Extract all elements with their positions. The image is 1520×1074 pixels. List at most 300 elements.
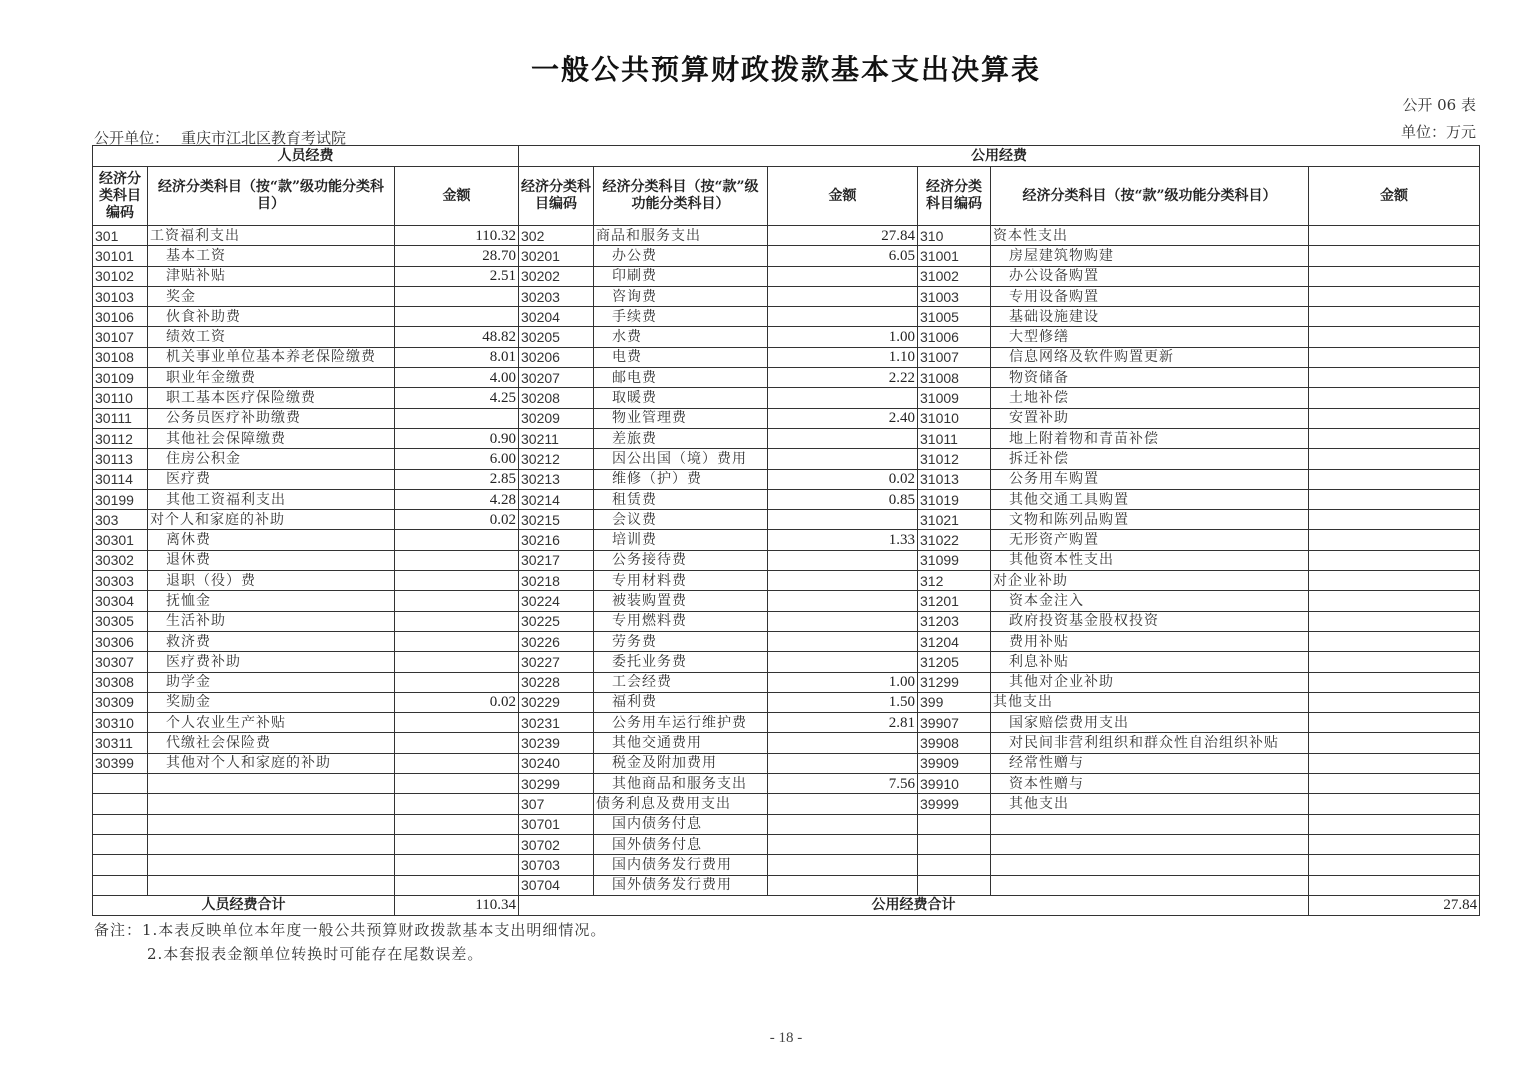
table-row	[93, 753, 1480, 773]
cell-amount	[768, 571, 918, 591]
cell-name: 手续费	[594, 307, 768, 327]
cell-name: 其他支出	[991, 794, 1309, 814]
table-row	[93, 368, 1480, 388]
cell-amount	[395, 794, 519, 814]
cell-code: 31005	[918, 307, 991, 327]
note-line-1: 备注：1.本表反映单位本年度一般公共预算财政拨款基本支出明细情况。	[94, 921, 607, 939]
table-row	[93, 692, 1480, 712]
col-header-name: 经济分类科目（按“款”级功能分类科目）	[594, 167, 768, 226]
cell-name: 其他对企业补助	[991, 672, 1309, 692]
cell-amount	[768, 428, 918, 448]
section-header-row	[93, 146, 1480, 167]
cell-code: 31013	[918, 469, 991, 489]
cell-amount: 6.00	[395, 449, 519, 469]
cell-code: 31203	[918, 611, 991, 631]
cell-code: 30704	[519, 875, 594, 895]
cell-amount: 7.56	[768, 774, 918, 794]
cell-name: 其他对个人和家庭的补助	[148, 753, 395, 773]
cell-name	[148, 834, 395, 854]
cell-name: 地上附着物和青苗补偿	[991, 428, 1309, 448]
cell-amount	[768, 631, 918, 651]
cell-name: 债务利息及费用支出	[594, 794, 768, 814]
cell-amount	[1309, 510, 1480, 530]
cell-code	[918, 814, 991, 834]
table-row	[93, 733, 1480, 753]
cell-name: 委托业务费	[594, 652, 768, 672]
cell-name: 其他社会保障缴费	[148, 428, 395, 448]
cell-amount	[768, 855, 918, 875]
table-row	[93, 449, 1480, 469]
cell-code	[93, 814, 148, 834]
cell-code: 30208	[519, 388, 594, 408]
table-row	[93, 855, 1480, 875]
cell-amount	[768, 550, 918, 570]
cell-name: 维修（护）费	[594, 469, 768, 489]
cell-amount: 0.02	[395, 692, 519, 712]
cell-name: 国内债务发行费用	[594, 855, 768, 875]
table-row	[93, 672, 1480, 692]
cell-code: 31019	[918, 489, 991, 509]
cell-code: 31205	[918, 652, 991, 672]
cell-amount	[768, 611, 918, 631]
cell-code: 30108	[93, 347, 148, 367]
personnel-total-amount: 110.34	[395, 895, 519, 915]
cell-name: 对个人和家庭的补助	[148, 510, 395, 530]
cell-name: 因公出国（境）费用	[594, 449, 768, 469]
col-header-code: 经济分类科目编码	[519, 167, 594, 226]
cell-amount: 2.81	[768, 713, 918, 733]
cell-amount	[1309, 652, 1480, 672]
cell-code: 30113	[93, 449, 148, 469]
cell-name: 基本工资	[148, 246, 395, 266]
table-row	[93, 307, 1480, 327]
cell-code: 30301	[93, 530, 148, 550]
cell-amount: 2.85	[395, 469, 519, 489]
table-row	[93, 388, 1480, 408]
cell-name: 退休费	[148, 550, 395, 570]
cell-code: 30110	[93, 388, 148, 408]
cell-amount	[1309, 327, 1480, 347]
cell-code: 30703	[519, 855, 594, 875]
page-number: - 18 -	[769, 1030, 803, 1046]
cell-code	[918, 834, 991, 854]
cell-amount	[1309, 307, 1480, 327]
cell-amount: 0.85	[768, 489, 918, 509]
table-row	[93, 226, 1480, 246]
cell-amount	[395, 286, 519, 306]
cell-code: 310	[918, 226, 991, 246]
page-title: 一般公共预算财政拨款基本支出决算表	[530, 53, 1041, 86]
table-row	[93, 834, 1480, 854]
cell-amount	[768, 875, 918, 895]
cell-amount: 1.00	[768, 327, 918, 347]
table-row	[93, 611, 1480, 631]
cell-name: 培训费	[594, 530, 768, 550]
table-row	[93, 510, 1480, 530]
table-row	[93, 550, 1480, 570]
table-row	[93, 794, 1480, 814]
cell-code: 31021	[918, 510, 991, 530]
cell-name: 经常性赠与	[991, 753, 1309, 773]
cell-code: 30308	[93, 672, 148, 692]
cell-name: 资本性支出	[991, 226, 1309, 246]
cell-amount	[1309, 672, 1480, 692]
cell-name: 会议费	[594, 510, 768, 530]
totals-row	[93, 895, 1480, 915]
cell-amount	[1309, 571, 1480, 591]
cell-amount	[768, 510, 918, 530]
cell-name: 土地补偿	[991, 388, 1309, 408]
cell-amount	[395, 733, 519, 753]
cell-name: 离休费	[148, 530, 395, 550]
cell-amount	[768, 834, 918, 854]
cell-amount	[1309, 449, 1480, 469]
cell-code: 30226	[519, 631, 594, 651]
cell-code: 307	[519, 794, 594, 814]
cell-amount	[768, 286, 918, 306]
cell-name: 房屋建筑物购建	[991, 246, 1309, 266]
table-row	[93, 347, 1480, 367]
cell-name: 税金及附加费用	[594, 753, 768, 773]
cell-name: 奖金	[148, 286, 395, 306]
cell-code: 30205	[519, 327, 594, 347]
table-row	[93, 571, 1480, 591]
public-total-amount: 27.84	[1309, 895, 1480, 915]
cell-name: 生活补助	[148, 611, 395, 631]
cell-amount	[1309, 733, 1480, 753]
cell-code: 30701	[519, 814, 594, 834]
cell-name: 租赁费	[594, 489, 768, 509]
cell-name: 资本金注入	[991, 591, 1309, 611]
cell-name: 绩效工资	[148, 327, 395, 347]
cell-code: 30103	[93, 286, 148, 306]
cell-amount	[1309, 591, 1480, 611]
cell-name: 政府投资基金股权投资	[991, 611, 1309, 631]
cell-code: 30218	[519, 571, 594, 591]
cell-name: 工会经费	[594, 672, 768, 692]
cell-code: 30305	[93, 611, 148, 631]
cell-amount	[768, 307, 918, 327]
cell-name: 水费	[594, 327, 768, 347]
cell-amount: 1.00	[768, 672, 918, 692]
cell-code: 30203	[519, 286, 594, 306]
cell-name: 国家赔偿费用支出	[991, 713, 1309, 733]
cell-name: 伙食补助费	[148, 307, 395, 327]
cell-amount: 28.70	[395, 246, 519, 266]
cell-name: 劳务费	[594, 631, 768, 651]
cell-code: 30217	[519, 550, 594, 570]
cell-name: 信息网络及软件购置更新	[991, 347, 1309, 367]
table-row	[93, 246, 1480, 266]
cell-amount	[395, 814, 519, 834]
cell-code	[93, 855, 148, 875]
cell-amount: 1.50	[768, 692, 918, 712]
cell-name: 差旅费	[594, 428, 768, 448]
cell-name: 代缴社会保险费	[148, 733, 395, 753]
cell-amount: 4.25	[395, 388, 519, 408]
cell-amount	[395, 408, 519, 428]
cell-code: 31007	[918, 347, 991, 367]
cell-amount	[768, 652, 918, 672]
cell-code: 30207	[519, 368, 594, 388]
cell-amount	[395, 875, 519, 895]
public-total-label: 公用经费合计	[519, 895, 1309, 915]
cell-amount	[768, 388, 918, 408]
cell-name: 津贴补贴	[148, 266, 395, 286]
cell-amount	[1309, 368, 1480, 388]
cell-amount: 2.40	[768, 408, 918, 428]
cell-code: 30227	[519, 652, 594, 672]
cell-amount: 2.51	[395, 266, 519, 286]
cell-code: 30215	[519, 510, 594, 530]
cell-name: 医疗费补助	[148, 652, 395, 672]
cell-amount	[1309, 489, 1480, 509]
cell-amount	[1309, 611, 1480, 631]
cell-code: 30225	[519, 611, 594, 631]
cell-code: 30114	[93, 469, 148, 489]
cell-code: 31006	[918, 327, 991, 347]
cell-code: 30213	[519, 469, 594, 489]
table-row	[93, 408, 1480, 428]
cell-amount	[1309, 286, 1480, 306]
cell-amount	[1309, 794, 1480, 814]
cell-name: 医疗费	[148, 469, 395, 489]
cell-name: 办公费	[594, 246, 768, 266]
cell-code: 30310	[93, 713, 148, 733]
col-header-amount: 金额	[1309, 167, 1480, 226]
cell-name	[991, 855, 1309, 875]
cell-code: 30206	[519, 347, 594, 367]
section-personnel: 人员经费	[93, 146, 519, 167]
cell-name: 拆迁补偿	[991, 449, 1309, 469]
cell-code: 30201	[519, 246, 594, 266]
cell-name: 基础设施建设	[991, 307, 1309, 327]
cell-name: 其他交通工具购置	[991, 489, 1309, 509]
cell-code: 39907	[918, 713, 991, 733]
cell-amount	[768, 733, 918, 753]
cell-code: 30101	[93, 246, 148, 266]
cell-code: 30311	[93, 733, 148, 753]
cell-name: 对民间非营利组织和群众性自治组织补贴	[991, 733, 1309, 753]
cell-name	[148, 855, 395, 875]
cell-amount	[1309, 347, 1480, 367]
cell-amount: 0.02	[395, 510, 519, 530]
cell-name: 其他支出	[991, 692, 1309, 712]
cell-amount	[1309, 774, 1480, 794]
cell-amount	[395, 855, 519, 875]
cell-code: 399	[918, 692, 991, 712]
cell-code: 39908	[918, 733, 991, 753]
cell-amount: 4.00	[395, 368, 519, 388]
cell-name: 工资福利支出	[148, 226, 395, 246]
cell-name: 物资储备	[991, 368, 1309, 388]
cell-code	[918, 855, 991, 875]
col-header-code: 经济分类科目编码	[93, 167, 148, 226]
cell-code	[93, 875, 148, 895]
cell-amount	[395, 652, 519, 672]
cell-amount	[1309, 530, 1480, 550]
cell-code: 302	[519, 226, 594, 246]
cell-name: 资本性赠与	[991, 774, 1309, 794]
cell-amount	[1309, 226, 1480, 246]
cell-amount	[395, 571, 519, 591]
cell-amount: 0.02	[768, 469, 918, 489]
cell-code: 30106	[93, 307, 148, 327]
cell-code: 31012	[918, 449, 991, 469]
cell-name: 专用材料费	[594, 571, 768, 591]
cell-code: 30399	[93, 753, 148, 773]
cell-name: 国外债务付息	[594, 834, 768, 854]
cell-amount	[1309, 550, 1480, 570]
cell-name: 职业年金缴费	[148, 368, 395, 388]
cell-code: 31011	[918, 428, 991, 448]
table-row	[93, 591, 1480, 611]
cell-name: 邮电费	[594, 368, 768, 388]
cell-amount	[1309, 855, 1480, 875]
cell-amount	[1309, 388, 1480, 408]
cell-name: 商品和服务支出	[594, 226, 768, 246]
cell-code: 30204	[519, 307, 594, 327]
cell-name: 费用补贴	[991, 631, 1309, 651]
cell-name	[991, 814, 1309, 834]
cell-name: 机关事业单位基本养老保险缴费	[148, 347, 395, 367]
cell-code: 30202	[519, 266, 594, 286]
col-header-amount: 金额	[768, 167, 918, 226]
cell-amount	[395, 591, 519, 611]
form-number: 公开 06 表	[1402, 96, 1476, 114]
cell-code: 30299	[519, 774, 594, 794]
cell-name: 福利费	[594, 692, 768, 712]
cell-name: 文物和陈列品购置	[991, 510, 1309, 530]
cell-name	[148, 875, 395, 895]
cell-code: 30107	[93, 327, 148, 347]
cell-amount	[395, 834, 519, 854]
cell-name: 印刷费	[594, 266, 768, 286]
cell-name: 公务用车购置	[991, 469, 1309, 489]
cell-amount	[395, 713, 519, 733]
cell-amount	[768, 814, 918, 834]
cell-code	[93, 794, 148, 814]
cell-name: 公务接待费	[594, 550, 768, 570]
table-row	[93, 631, 1480, 651]
cell-name: 专用燃料费	[594, 611, 768, 631]
cell-code: 31002	[918, 266, 991, 286]
table-row	[93, 469, 1480, 489]
cell-code: 312	[918, 571, 991, 591]
cell-name: 其他交通费用	[594, 733, 768, 753]
cell-name: 对企业补助	[991, 571, 1309, 591]
cell-name: 奖励金	[148, 692, 395, 712]
cell-name: 利息补贴	[991, 652, 1309, 672]
cell-code: 30309	[93, 692, 148, 712]
cell-amount	[1309, 834, 1480, 854]
cell-amount: 6.05	[768, 246, 918, 266]
cell-code: 30302	[93, 550, 148, 570]
cell-name: 取暖费	[594, 388, 768, 408]
table-row	[93, 814, 1480, 834]
cell-code: 31201	[918, 591, 991, 611]
cell-amount: 4.28	[395, 489, 519, 509]
section-public: 公用经费	[519, 146, 1480, 167]
cell-code: 30239	[519, 733, 594, 753]
cell-amount	[1309, 875, 1480, 895]
cell-name: 国内债务付息	[594, 814, 768, 834]
cell-amount: 27.84	[768, 226, 918, 246]
cell-name: 救济费	[148, 631, 395, 651]
cell-amount	[1309, 753, 1480, 773]
cell-name: 安置补助	[991, 408, 1309, 428]
cell-amount	[768, 266, 918, 286]
cell-amount	[1309, 266, 1480, 286]
notes	[94, 918, 606, 966]
table-row	[93, 428, 1480, 448]
cell-name: 其他资本性支出	[991, 550, 1309, 570]
cell-code: 39999	[918, 794, 991, 814]
cell-code: 30211	[519, 428, 594, 448]
cell-code	[93, 774, 148, 794]
cell-code: 31008	[918, 368, 991, 388]
cell-code: 31204	[918, 631, 991, 651]
cell-code: 31003	[918, 286, 991, 306]
table-row	[93, 327, 1480, 347]
table-row	[93, 774, 1480, 794]
cell-code: 30212	[519, 449, 594, 469]
cell-code: 31010	[918, 408, 991, 428]
cell-amount: 110.32	[395, 226, 519, 246]
cell-name: 公务员医疗补助缴费	[148, 408, 395, 428]
org-label: 公开单位：	[94, 129, 170, 147]
cell-code: 30229	[519, 692, 594, 712]
cell-code: 30303	[93, 571, 148, 591]
cell-name	[148, 814, 395, 834]
table-row	[93, 489, 1480, 509]
cell-amount	[395, 672, 519, 692]
cell-amount	[1309, 713, 1480, 733]
table-row	[93, 875, 1480, 895]
cell-code: 30214	[519, 489, 594, 509]
cell-amount	[1309, 814, 1480, 834]
cell-name: 专用设备购置	[991, 286, 1309, 306]
cell-amount	[395, 550, 519, 570]
cell-amount	[395, 611, 519, 631]
cell-name	[148, 774, 395, 794]
cell-code	[918, 875, 991, 895]
cell-amount	[768, 794, 918, 814]
cell-amount	[768, 591, 918, 611]
table-row	[93, 652, 1480, 672]
cell-code: 30209	[519, 408, 594, 428]
cell-amount: 8.01	[395, 347, 519, 367]
cell-code: 30306	[93, 631, 148, 651]
cell-name: 个人农业生产补贴	[148, 713, 395, 733]
cell-name: 电费	[594, 347, 768, 367]
cell-amount: 1.33	[768, 530, 918, 550]
table-row	[93, 286, 1480, 306]
cell-name: 大型修缮	[991, 327, 1309, 347]
cell-amount: 0.90	[395, 428, 519, 448]
cell-code: 30112	[93, 428, 148, 448]
cell-code: 30111	[93, 408, 148, 428]
cell-name: 其他商品和服务支出	[594, 774, 768, 794]
cell-amount: 1.10	[768, 347, 918, 367]
cell-code: 31009	[918, 388, 991, 408]
personnel-total-label: 人员经费合计	[93, 895, 395, 915]
cell-name: 办公设备购置	[991, 266, 1309, 286]
cell-amount: 2.22	[768, 368, 918, 388]
note-line-2: 2.本套报表金额单位转换时可能存在尾数误差。	[147, 945, 484, 963]
cell-name: 被装购置费	[594, 591, 768, 611]
cell-amount	[1309, 469, 1480, 489]
